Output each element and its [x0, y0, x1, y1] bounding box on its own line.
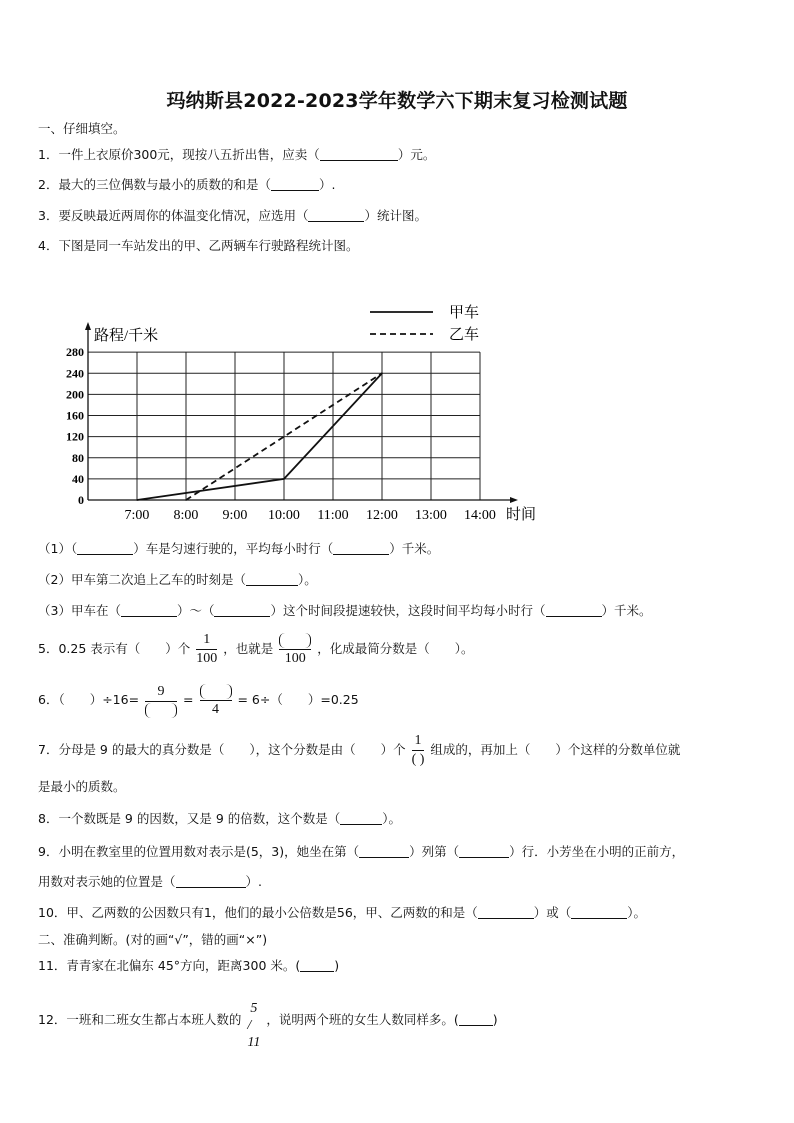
- y-axis-arrow: [85, 322, 91, 330]
- fraction-blank[interactable]: 4: [200, 684, 232, 718]
- question-4-2: （2）甲车第二次追上乙车的时刻是（ ）。: [38, 572, 317, 587]
- y-tick-label: 200: [66, 387, 84, 402]
- question-4-1: （1）（ ）车是匀速行驶的，平均每小时行（ ）千米。: [38, 541, 440, 556]
- x-tick-label: 10:00: [268, 508, 300, 523]
- question-9-cont: 用数对表示她的位置是（ ）.: [38, 874, 262, 889]
- chart-legend: [370, 304, 479, 343]
- question-9: 9．小明在教室里的位置用数对表示是(5，3)，她坐在第（ ）列第（ ）行．小芳坐在小明的正前方，: [38, 844, 685, 859]
- y-tick-label: 240: [66, 366, 84, 381]
- answer-blank[interactable]: [459, 845, 509, 858]
- fraction-blank[interactable]: 9: [145, 684, 177, 718]
- answer-blank[interactable]: [340, 812, 382, 825]
- fraction: 5 / 11: [247, 1001, 261, 1050]
- x-tick-label: 11:00: [317, 508, 349, 523]
- fraction-blank[interactable]: 100: [279, 633, 311, 667]
- question-12: 12．一班和二班女生都占本班人数的 5 / 11 ，说明两个班的女生人数同样多。( ): [38, 1001, 498, 1050]
- answer-blank[interactable]: [308, 209, 364, 222]
- question-6: 6．（ ）÷16= 9 = 4 = 6÷（ ）=0.25: [38, 683, 359, 717]
- question-11: 11．青青家在北偏东 45°方向，距离300 米。( ): [38, 958, 340, 973]
- question-4: 4．下图是同一车站发出的甲、乙两辆车行驶路程统计图。: [38, 238, 359, 253]
- question-7: 7．分母是 9 的最大的真分数是（ ），这个分数是由（ ）个 $\frac{1}{( )}$ 组成的，再加上（ ）个这样的分数单位就: [38, 733, 681, 767]
- question-5: 5．0.25 表示有（ ）个 $\frac{1}{100}$ ，也就是 100 ，化成最简分数是（ ）。: [38, 632, 474, 666]
- question-10: 10．甲、乙两数的公因数只有1，他们的最小公倍数是56，甲、乙两数的和是（ ）或（ ）。: [38, 905, 647, 920]
- answer-blank[interactable]: [77, 542, 133, 555]
- y-tick-label: 160: [66, 408, 84, 423]
- x-tick-label: 14:00: [464, 508, 496, 523]
- answer-blank[interactable]: [121, 604, 177, 617]
- question-2: 2．最大的三位偶数与最小的质数的和是（ ）.: [38, 177, 336, 192]
- answer-blank[interactable]: [571, 906, 627, 919]
- question-4-3: （3）甲车在（ ）～（ ）这个时间段提速较快，这段时间平均每小时行（ ）千米。: [38, 603, 652, 618]
- answer-blank[interactable]: [300, 959, 334, 972]
- answer-blank[interactable]: [546, 604, 602, 617]
- y-tick-label: 80: [72, 450, 84, 465]
- answer-blank[interactable]: [271, 178, 319, 191]
- data-point: [185, 499, 187, 501]
- answer-blank[interactable]: [176, 875, 246, 888]
- fraction: $\frac{1}{( )}$: [411, 733, 425, 767]
- fraction: $\frac{1}{100}$: [196, 632, 218, 666]
- y-tick-label: 0: [78, 493, 84, 507]
- data-point: [136, 499, 138, 501]
- answer-blank[interactable]: [246, 573, 298, 586]
- x-tick-label: 13:00: [415, 508, 447, 523]
- x-tick-label: 12:00: [366, 508, 398, 523]
- legend-label: 甲车: [449, 305, 480, 321]
- data-point: [283, 478, 285, 480]
- x-axis-arrow: [510, 497, 518, 503]
- answer-blank[interactable]: [333, 542, 389, 555]
- question-3: 3．要反映最近两周你的体温变化情况，应选用（ ）统计图。: [38, 208, 427, 223]
- question-8: 8．一个数既是 9 的因数，又是 9 的倍数，这个数是（ ）。: [38, 811, 402, 826]
- x-axis-label: 时间: [506, 507, 537, 523]
- answer-blank[interactable]: [478, 906, 534, 919]
- question-7-cont: 是最小的质数。: [38, 779, 126, 794]
- section-2-heading: 二、准确判断。(对的画“√”，错的画“×”): [38, 932, 268, 947]
- y-tick-label: 280: [66, 345, 84, 360]
- answer-blank[interactable]: [459, 1013, 493, 1026]
- page-title: 玛纳斯县2022-2023学年数学六下期末复习检测试题: [166, 90, 628, 112]
- x-tick-label: 9:00: [222, 508, 248, 523]
- y-tick-label: 40: [72, 471, 84, 486]
- answer-blank[interactable]: [359, 845, 409, 858]
- y-axis-label: 路程/千米: [94, 328, 159, 344]
- distance-line-chart: [55, 300, 555, 530]
- chart-axes: [85, 322, 518, 503]
- x-tick-label: 7:00: [124, 508, 150, 523]
- question-1: 1．一件上衣原价300元，现按八五折出售，应卖（ ）元。: [38, 147, 436, 162]
- answer-blank[interactable]: [320, 148, 398, 161]
- data-point: [381, 372, 383, 374]
- section-1-heading: 一、仔细填空。: [38, 121, 126, 136]
- x-tick-label: 8:00: [173, 508, 199, 523]
- y-tick-label: 120: [66, 429, 84, 444]
- answer-blank[interactable]: [214, 604, 270, 617]
- legend-label: 乙车: [449, 327, 480, 343]
